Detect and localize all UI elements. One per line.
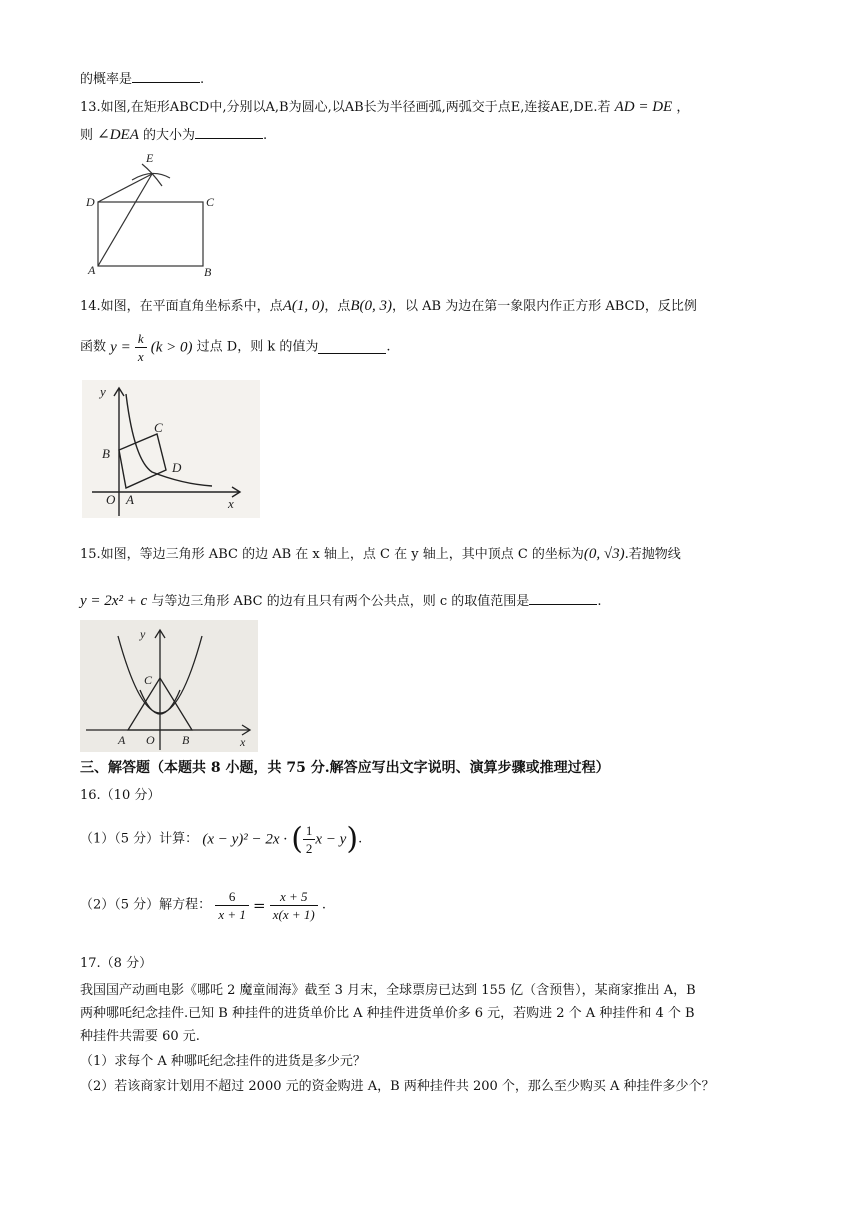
label-d: D [172, 460, 182, 475]
prev-question-tail: 的概率是 . [80, 72, 205, 87]
q17-text-line2: 两种哪吒纪念挂件.已知 B 种挂件的进货单价比 A 种挂件进货单价多 6 元，若购进 2 个 A 种挂件和 4 个 B [80, 1006, 695, 1021]
label-a: A [88, 263, 96, 277]
q16-half-fraction: $\frac{1}{2}$ [303, 822, 316, 857]
label-d: D [86, 195, 95, 209]
q15-figure [80, 620, 258, 752]
label-a: A [126, 492, 134, 507]
q14-line2: 函数 y = $\frac{k}{x}$ (k > 0) 过点 D，则 k 的值为 . [80, 331, 391, 364]
q16-part1: （1）（5 分）计算： (x − y)² − 2x · ( $\frac{1}{2}$ x − y). [80, 821, 363, 857]
q13-figure [80, 150, 230, 280]
q17-text-line1: 我国国产动画电影《哪吒 2 魔童闹海》截至 3 月末，全球票房已达到 155 亿（含预售），某商家推出 A，B [80, 983, 696, 998]
label-b: B [204, 265, 212, 279]
q17-subquestion-1: （1）求每个 A 种哪吒纪念挂件的进货是多少元？ [80, 1054, 366, 1069]
label-y: y [140, 627, 146, 641]
label-x: x [240, 735, 246, 749]
answer-blank [529, 592, 597, 605]
label-y: y [100, 384, 106, 399]
q17-subquestion-2: （2）若该商家计划用不超过 2000 元的资金购进 A，B 两种挂件共 200 个，那么至少购买 A 种挂件多少个？ [80, 1079, 715, 1094]
q14-line1: 14.如图，在平面直角坐标系中，点A(1, 0)，点B(0, 3)，以 AB 为边在第一象限内作正方形 ABCD，反比例 [80, 298, 697, 314]
label-c: C [206, 195, 215, 209]
q13-line2: 则 ∠DEA 的大小为 . [80, 127, 268, 143]
label-b: B [102, 446, 110, 461]
label-a: A [118, 733, 126, 747]
q15-line2: y = 2x² + c 与等边三角形 ABC 的边有且只有两个公共点，则 c 的取值范围是 . [80, 593, 602, 609]
label-c: C [144, 673, 153, 687]
q16-header: 16.（10 分） [80, 788, 161, 803]
q15-line1: 15.如图，等边三角形 ABC 的边 AB 在 x 轴上，点 C 在 y 轴上，其中顶点 C 的坐标为(0, √3).若抛物线 [80, 546, 681, 562]
q14-figure [82, 380, 260, 518]
label-o: O [146, 733, 155, 747]
label-c: C [154, 420, 163, 435]
label-o: O [106, 492, 116, 507]
q17-header: 17.（8 分） [80, 956, 153, 971]
answer-blank [318, 341, 386, 354]
q16-lhs-fraction: $\frac{6}{x + 1}$ [215, 888, 249, 923]
answer-blank [132, 70, 200, 83]
section-3-heading: 三、解答题（本题共 8 小题，共 75 分.解答应写出文字说明、演算步骤或推理过程） [80, 760, 610, 776]
label-e: E [146, 151, 154, 165]
q14-fraction: $\frac{k}{x}$ [135, 330, 147, 365]
q17-text-line3: 种挂件共需要 60 元. [80, 1029, 200, 1044]
q16-part2: （2）（5 分）解方程： $\frac{6}{x + 1}$ = $\frac{x + 5}{x(x + 1)}$ . [80, 889, 326, 922]
answer-blank [195, 126, 263, 139]
q16-rhs-fraction: $\frac{x + 5}{x(x + 1)}$ [270, 888, 318, 923]
rectangle-abcd [98, 202, 203, 266]
q13-condition: AD = DE [614, 99, 673, 115]
label-x: x [228, 496, 234, 511]
q13-line1: 13.如图,在矩形ABCD中,分别以A,B为圆心,以AB长为半径画弧,两弧交于点E,连接AE,DE.若 AD = DE ， [80, 99, 690, 115]
label-b: B [182, 733, 190, 747]
